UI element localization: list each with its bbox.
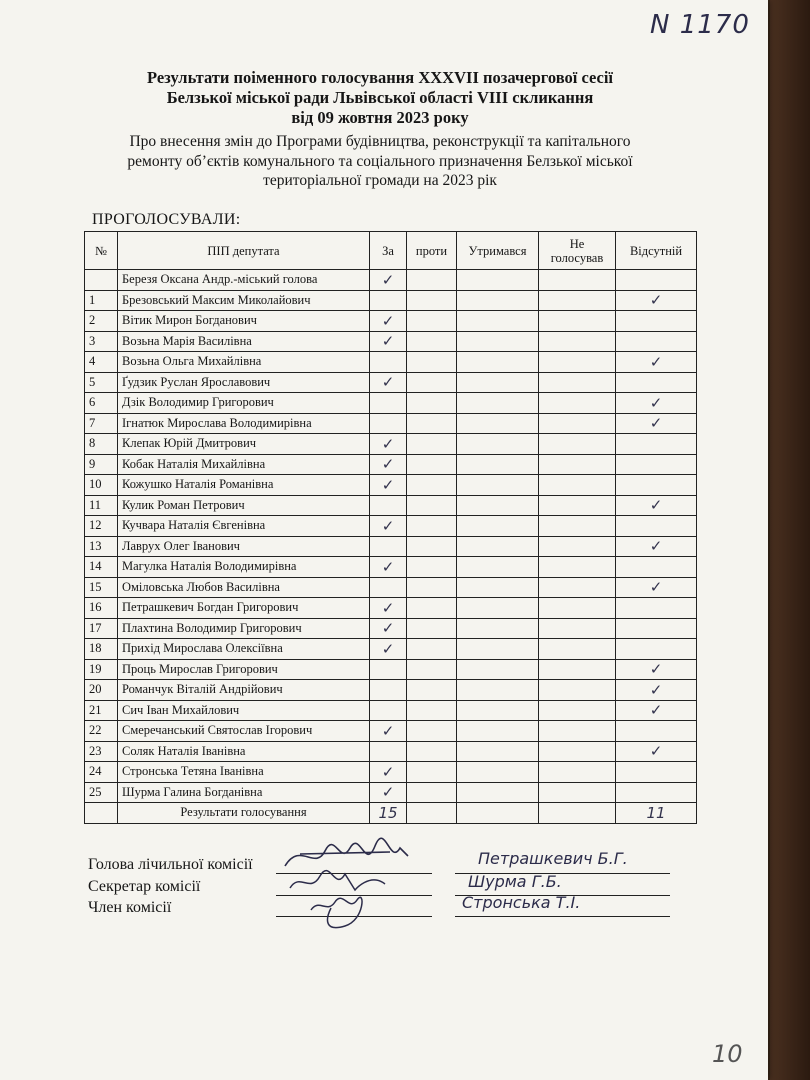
vote-against-cell	[407, 352, 457, 373]
vote-absent-cell	[616, 516, 697, 537]
vote-abstained-cell	[457, 741, 539, 762]
deputy-name: Кулик Роман Петрович	[118, 495, 370, 516]
vote-absent-cell: ✓	[616, 352, 697, 373]
vote-absent-cell: ✓	[616, 536, 697, 557]
vote-for-cell	[370, 393, 407, 414]
vote-absent-cell: ✓	[616, 393, 697, 414]
vote-not-voted-cell	[539, 434, 616, 455]
vote-not-voted-cell	[539, 454, 616, 475]
table-row	[85, 536, 697, 557]
vote-for-cell: ✓	[370, 454, 407, 475]
vote-absent-cell	[616, 475, 697, 496]
row-number: 15	[85, 577, 118, 598]
member-label: Член комісії	[88, 899, 172, 916]
header-number: №	[85, 232, 118, 270]
row-number	[85, 270, 118, 291]
vote-against-cell	[407, 536, 457, 557]
row-number: 11	[85, 495, 118, 516]
deputy-name: Брезовський Максим Миколайович	[118, 290, 370, 311]
row-number: 20	[85, 680, 118, 701]
vote-against-cell	[407, 372, 457, 393]
row-number: 7	[85, 413, 118, 434]
heading-line: Результати поіменного голосування XXXVII позачергової сесії	[147, 68, 613, 87]
vote-against-cell	[407, 495, 457, 516]
vote-not-voted-cell	[539, 741, 616, 762]
vote-abstained-cell	[457, 598, 539, 619]
vote-not-voted-cell	[539, 577, 616, 598]
vote-absent-cell	[616, 721, 697, 742]
table-row	[85, 618, 697, 639]
row-number: 16	[85, 598, 118, 619]
vote-abstained-cell	[457, 413, 539, 434]
total-for: 15	[370, 803, 407, 824]
deputy-name: Сич Іван Михайлович	[118, 700, 370, 721]
vote-not-voted-cell	[539, 290, 616, 311]
vote-absent-cell	[616, 311, 697, 332]
deputy-name: Возьна Марія Василівна	[118, 331, 370, 352]
document-subject	[95, 132, 665, 191]
vote-absent-cell	[616, 372, 697, 393]
vote-abstained-cell	[457, 557, 539, 578]
vote-abstained-cell	[457, 495, 539, 516]
table-row	[85, 577, 697, 598]
table-row	[85, 639, 697, 660]
vote-against-cell	[407, 290, 457, 311]
header-abstained: Утримався	[457, 232, 539, 270]
deputy-name: Вітик Мирон Богданович	[118, 311, 370, 332]
subject-line: Про внесення змін до Програми будівництва, реконструкції та капітального	[129, 133, 631, 150]
row-number: 24	[85, 762, 118, 783]
vote-against-cell	[407, 598, 457, 619]
table-row	[85, 495, 697, 516]
vote-for-cell: ✓	[370, 618, 407, 639]
header-absent: Відсутній	[616, 232, 697, 270]
vote-for-cell: ✓	[370, 721, 407, 742]
vote-for-cell: ✓	[370, 782, 407, 803]
vote-against-cell	[407, 700, 457, 721]
vote-not-voted-cell	[539, 598, 616, 619]
vote-absent-cell: ✓	[616, 659, 697, 680]
vote-abstained-cell	[457, 475, 539, 496]
vote-for-cell	[370, 413, 407, 434]
vote-against-cell	[407, 618, 457, 639]
vote-for-cell: ✓	[370, 311, 407, 332]
vote-absent-cell: ✓	[616, 495, 697, 516]
vote-absent-cell	[616, 782, 697, 803]
total-absent: 11	[616, 803, 697, 824]
subject-line: ремонту об’єктів комунального та соціального призначення Белзької міської	[127, 152, 633, 170]
vote-not-voted-cell	[539, 557, 616, 578]
vote-for-cell: ✓	[370, 639, 407, 660]
table-row	[85, 598, 697, 619]
row-number: 6	[85, 393, 118, 414]
deputy-name: Ґудзик Руслан Ярославович	[118, 372, 370, 393]
row-number: 14	[85, 557, 118, 578]
table-header-row	[85, 232, 697, 270]
subject-line: територіальної громади на 2023 рік	[263, 172, 497, 189]
vote-abstained-cell	[457, 290, 539, 311]
vote-against-cell	[407, 680, 457, 701]
vote-against-cell	[407, 413, 457, 434]
vote-for-cell: ✓	[370, 516, 407, 537]
vote-absent-cell: ✓	[616, 577, 697, 598]
table-row	[85, 311, 697, 332]
vote-abstained-cell	[457, 639, 539, 660]
table-row	[85, 680, 697, 701]
vote-for-cell	[370, 680, 407, 701]
deputy-name: Проць Мирослав Григорович	[118, 659, 370, 680]
table-row	[85, 372, 697, 393]
totals-label: Результати голосування	[118, 803, 370, 824]
deputy-name: Оміловська Любов Василівна	[118, 577, 370, 598]
header-not-voted: Не голосував	[539, 232, 616, 270]
vote-against-cell	[407, 782, 457, 803]
deputy-name: Смеречанський Святослав Ігорович	[118, 721, 370, 742]
heading-line: Белзької міської ради Львівської області VIII скликання	[166, 88, 594, 107]
handwritten-document-number: N 1170	[650, 10, 750, 40]
deputy-name: Клепак Юрій Дмитрович	[118, 434, 370, 455]
vote-abstained-cell	[457, 700, 539, 721]
vote-absent-cell	[616, 557, 697, 578]
vote-against-cell	[407, 270, 457, 291]
deputy-name: Магулка Наталія Володимирівна	[118, 557, 370, 578]
row-number: 19	[85, 659, 118, 680]
row-number: 9	[85, 454, 118, 475]
vote-not-voted-cell	[539, 680, 616, 701]
deputy-name: Березя Оксана Андр.-міський голова	[118, 270, 370, 291]
vote-abstained-cell	[457, 454, 539, 475]
vote-against-cell	[407, 516, 457, 537]
vote-not-voted-cell	[539, 762, 616, 783]
table-row	[85, 270, 697, 291]
member-name-line	[455, 915, 670, 917]
row-number: 1	[85, 290, 118, 311]
vote-against-cell	[407, 741, 457, 762]
vote-not-voted-cell	[539, 721, 616, 742]
vote-for-cell	[370, 495, 407, 516]
vote-absent-cell: ✓	[616, 290, 697, 311]
vote-abstained-cell	[457, 762, 539, 783]
deputy-name: Романчук Віталій Андрійович	[118, 680, 370, 701]
table-row	[85, 331, 697, 352]
table-row	[85, 352, 697, 373]
vote-not-voted-cell	[539, 352, 616, 373]
table-row	[85, 659, 697, 680]
total-abstained	[457, 803, 539, 824]
deputy-name: Кожушко Наталія Романівна	[118, 475, 370, 496]
deputy-name: Дзік Володимир Григорович	[118, 393, 370, 414]
row-number: 5	[85, 372, 118, 393]
row-number: 21	[85, 700, 118, 721]
table-row	[85, 516, 697, 537]
table-row	[85, 721, 697, 742]
vote-abstained-cell	[457, 721, 539, 742]
member-signature	[305, 890, 385, 930]
vote-against-cell	[407, 393, 457, 414]
vote-for-cell: ✓	[370, 598, 407, 619]
deputy-name: Возьна Ольга Михайлівна	[118, 352, 370, 373]
totals-spacer	[85, 803, 118, 824]
table-row	[85, 290, 697, 311]
vote-absent-cell: ✓	[616, 413, 697, 434]
table-row	[85, 434, 697, 455]
secretary-label: Секретар комісії	[88, 878, 201, 895]
vote-abstained-cell	[457, 434, 539, 455]
vote-absent-cell	[616, 618, 697, 639]
vote-against-cell	[407, 434, 457, 455]
vote-absent-cell	[616, 270, 697, 291]
vote-for-cell: ✓	[370, 331, 407, 352]
vote-against-cell	[407, 475, 457, 496]
row-number: 22	[85, 721, 118, 742]
vote-for-cell: ✓	[370, 270, 407, 291]
row-number: 17	[85, 618, 118, 639]
vote-not-voted-cell	[539, 700, 616, 721]
vote-for-cell	[370, 741, 407, 762]
total-not-voted	[539, 803, 616, 824]
vote-absent-cell	[616, 639, 697, 660]
vote-against-cell	[407, 639, 457, 660]
vote-for-cell: ✓	[370, 762, 407, 783]
totals-row	[85, 803, 697, 824]
row-number: 18	[85, 639, 118, 660]
vote-not-voted-cell	[539, 331, 616, 352]
vote-abstained-cell	[457, 311, 539, 332]
deputy-name: Кучвара Наталія Євгенівна	[118, 516, 370, 537]
vote-against-cell	[407, 557, 457, 578]
row-number: 25	[85, 782, 118, 803]
chair-name: Петрашкевич Б.Г.	[478, 849, 628, 868]
vote-against-cell	[407, 454, 457, 475]
vote-for-cell: ✓	[370, 557, 407, 578]
deputy-name: Шурма Галина Богданівна	[118, 782, 370, 803]
table-row	[85, 557, 697, 578]
vote-abstained-cell	[457, 536, 539, 557]
total-against	[407, 803, 457, 824]
table-row	[85, 393, 697, 414]
table-row	[85, 762, 697, 783]
vote-table	[84, 231, 697, 824]
vote-not-voted-cell	[539, 659, 616, 680]
vote-against-cell	[407, 311, 457, 332]
row-number: 10	[85, 475, 118, 496]
header-for: За	[370, 232, 407, 270]
vote-against-cell	[407, 577, 457, 598]
header-name: ПІП депутата	[118, 232, 370, 270]
deputy-name: Ігнатюк Мирослава Володимирівна	[118, 413, 370, 434]
vote-not-voted-cell	[539, 413, 616, 434]
vote-abstained-cell	[457, 516, 539, 537]
vote-not-voted-cell	[539, 393, 616, 414]
vote-not-voted-cell	[539, 516, 616, 537]
table-row	[85, 741, 697, 762]
vote-not-voted-cell	[539, 495, 616, 516]
table-row	[85, 782, 697, 803]
row-number: 13	[85, 536, 118, 557]
background-table-surface	[770, 0, 810, 1080]
vote-not-voted-cell	[539, 311, 616, 332]
vote-against-cell	[407, 331, 457, 352]
row-number: 2	[85, 311, 118, 332]
deputy-name: Петрашкевич Богдан Григорович	[118, 598, 370, 619]
vote-for-cell: ✓	[370, 434, 407, 455]
table-row	[85, 454, 697, 475]
vote-for-cell: ✓	[370, 372, 407, 393]
vote-not-voted-cell	[539, 475, 616, 496]
vote-for-cell	[370, 577, 407, 598]
document-heading	[80, 68, 680, 128]
row-number: 3	[85, 331, 118, 352]
vote-against-cell	[407, 659, 457, 680]
vote-abstained-cell	[457, 680, 539, 701]
vote-not-voted-cell	[539, 618, 616, 639]
deputy-name: Прихід Мирослава Олексіївна	[118, 639, 370, 660]
vote-abstained-cell	[457, 782, 539, 803]
vote-not-voted-cell	[539, 372, 616, 393]
vote-for-cell	[370, 536, 407, 557]
vote-abstained-cell	[457, 331, 539, 352]
vote-not-voted-cell	[539, 270, 616, 291]
vote-abstained-cell	[457, 270, 539, 291]
header-against: проти	[407, 232, 457, 270]
vote-absent-cell	[616, 454, 697, 475]
vote-against-cell	[407, 762, 457, 783]
vote-abstained-cell	[457, 352, 539, 373]
vote-abstained-cell	[457, 393, 539, 414]
vote-abstained-cell	[457, 372, 539, 393]
deputy-name: Стронська Тетяна Іванівна	[118, 762, 370, 783]
row-number: 8	[85, 434, 118, 455]
row-number: 4	[85, 352, 118, 373]
table-row	[85, 475, 697, 496]
vote-for-cell	[370, 700, 407, 721]
deputy-name: Лаврух Олег Іванович	[118, 536, 370, 557]
vote-absent-cell	[616, 331, 697, 352]
vote-not-voted-cell	[539, 536, 616, 557]
member-name: Стронська Т.І.	[462, 893, 581, 912]
vote-absent-cell: ✓	[616, 700, 697, 721]
vote-abstained-cell	[457, 659, 539, 680]
vote-against-cell	[407, 721, 457, 742]
vote-for-cell	[370, 352, 407, 373]
secretary-name: Шурма Г.Б.	[468, 872, 562, 891]
chair-label: Голова лічильної комісії	[88, 856, 253, 873]
vote-absent-cell	[616, 598, 697, 619]
deputy-name: Кобак Наталія Михайлівна	[118, 454, 370, 475]
vote-absent-cell	[616, 434, 697, 455]
vote-abstained-cell	[457, 577, 539, 598]
deputy-name: Плахтина Володимир Григорович	[118, 618, 370, 639]
row-number: 23	[85, 741, 118, 762]
vote-not-voted-cell	[539, 782, 616, 803]
voted-label: ПРОГОЛОСУВАЛИ:	[92, 211, 241, 228]
vote-absent-cell	[616, 762, 697, 783]
handwritten-page-number: 10	[712, 1040, 743, 1068]
vote-for-cell	[370, 290, 407, 311]
table-row	[85, 413, 697, 434]
vote-for-cell	[370, 659, 407, 680]
row-number: 12	[85, 516, 118, 537]
vote-absent-cell: ✓	[616, 680, 697, 701]
heading-line: від 09 жовтня 2023 року	[291, 108, 469, 127]
vote-abstained-cell	[457, 618, 539, 639]
table-row	[85, 700, 697, 721]
vote-not-voted-cell	[539, 639, 616, 660]
vote-absent-cell: ✓	[616, 741, 697, 762]
vote-for-cell: ✓	[370, 475, 407, 496]
deputy-name: Соляк Наталія Іванівна	[118, 741, 370, 762]
